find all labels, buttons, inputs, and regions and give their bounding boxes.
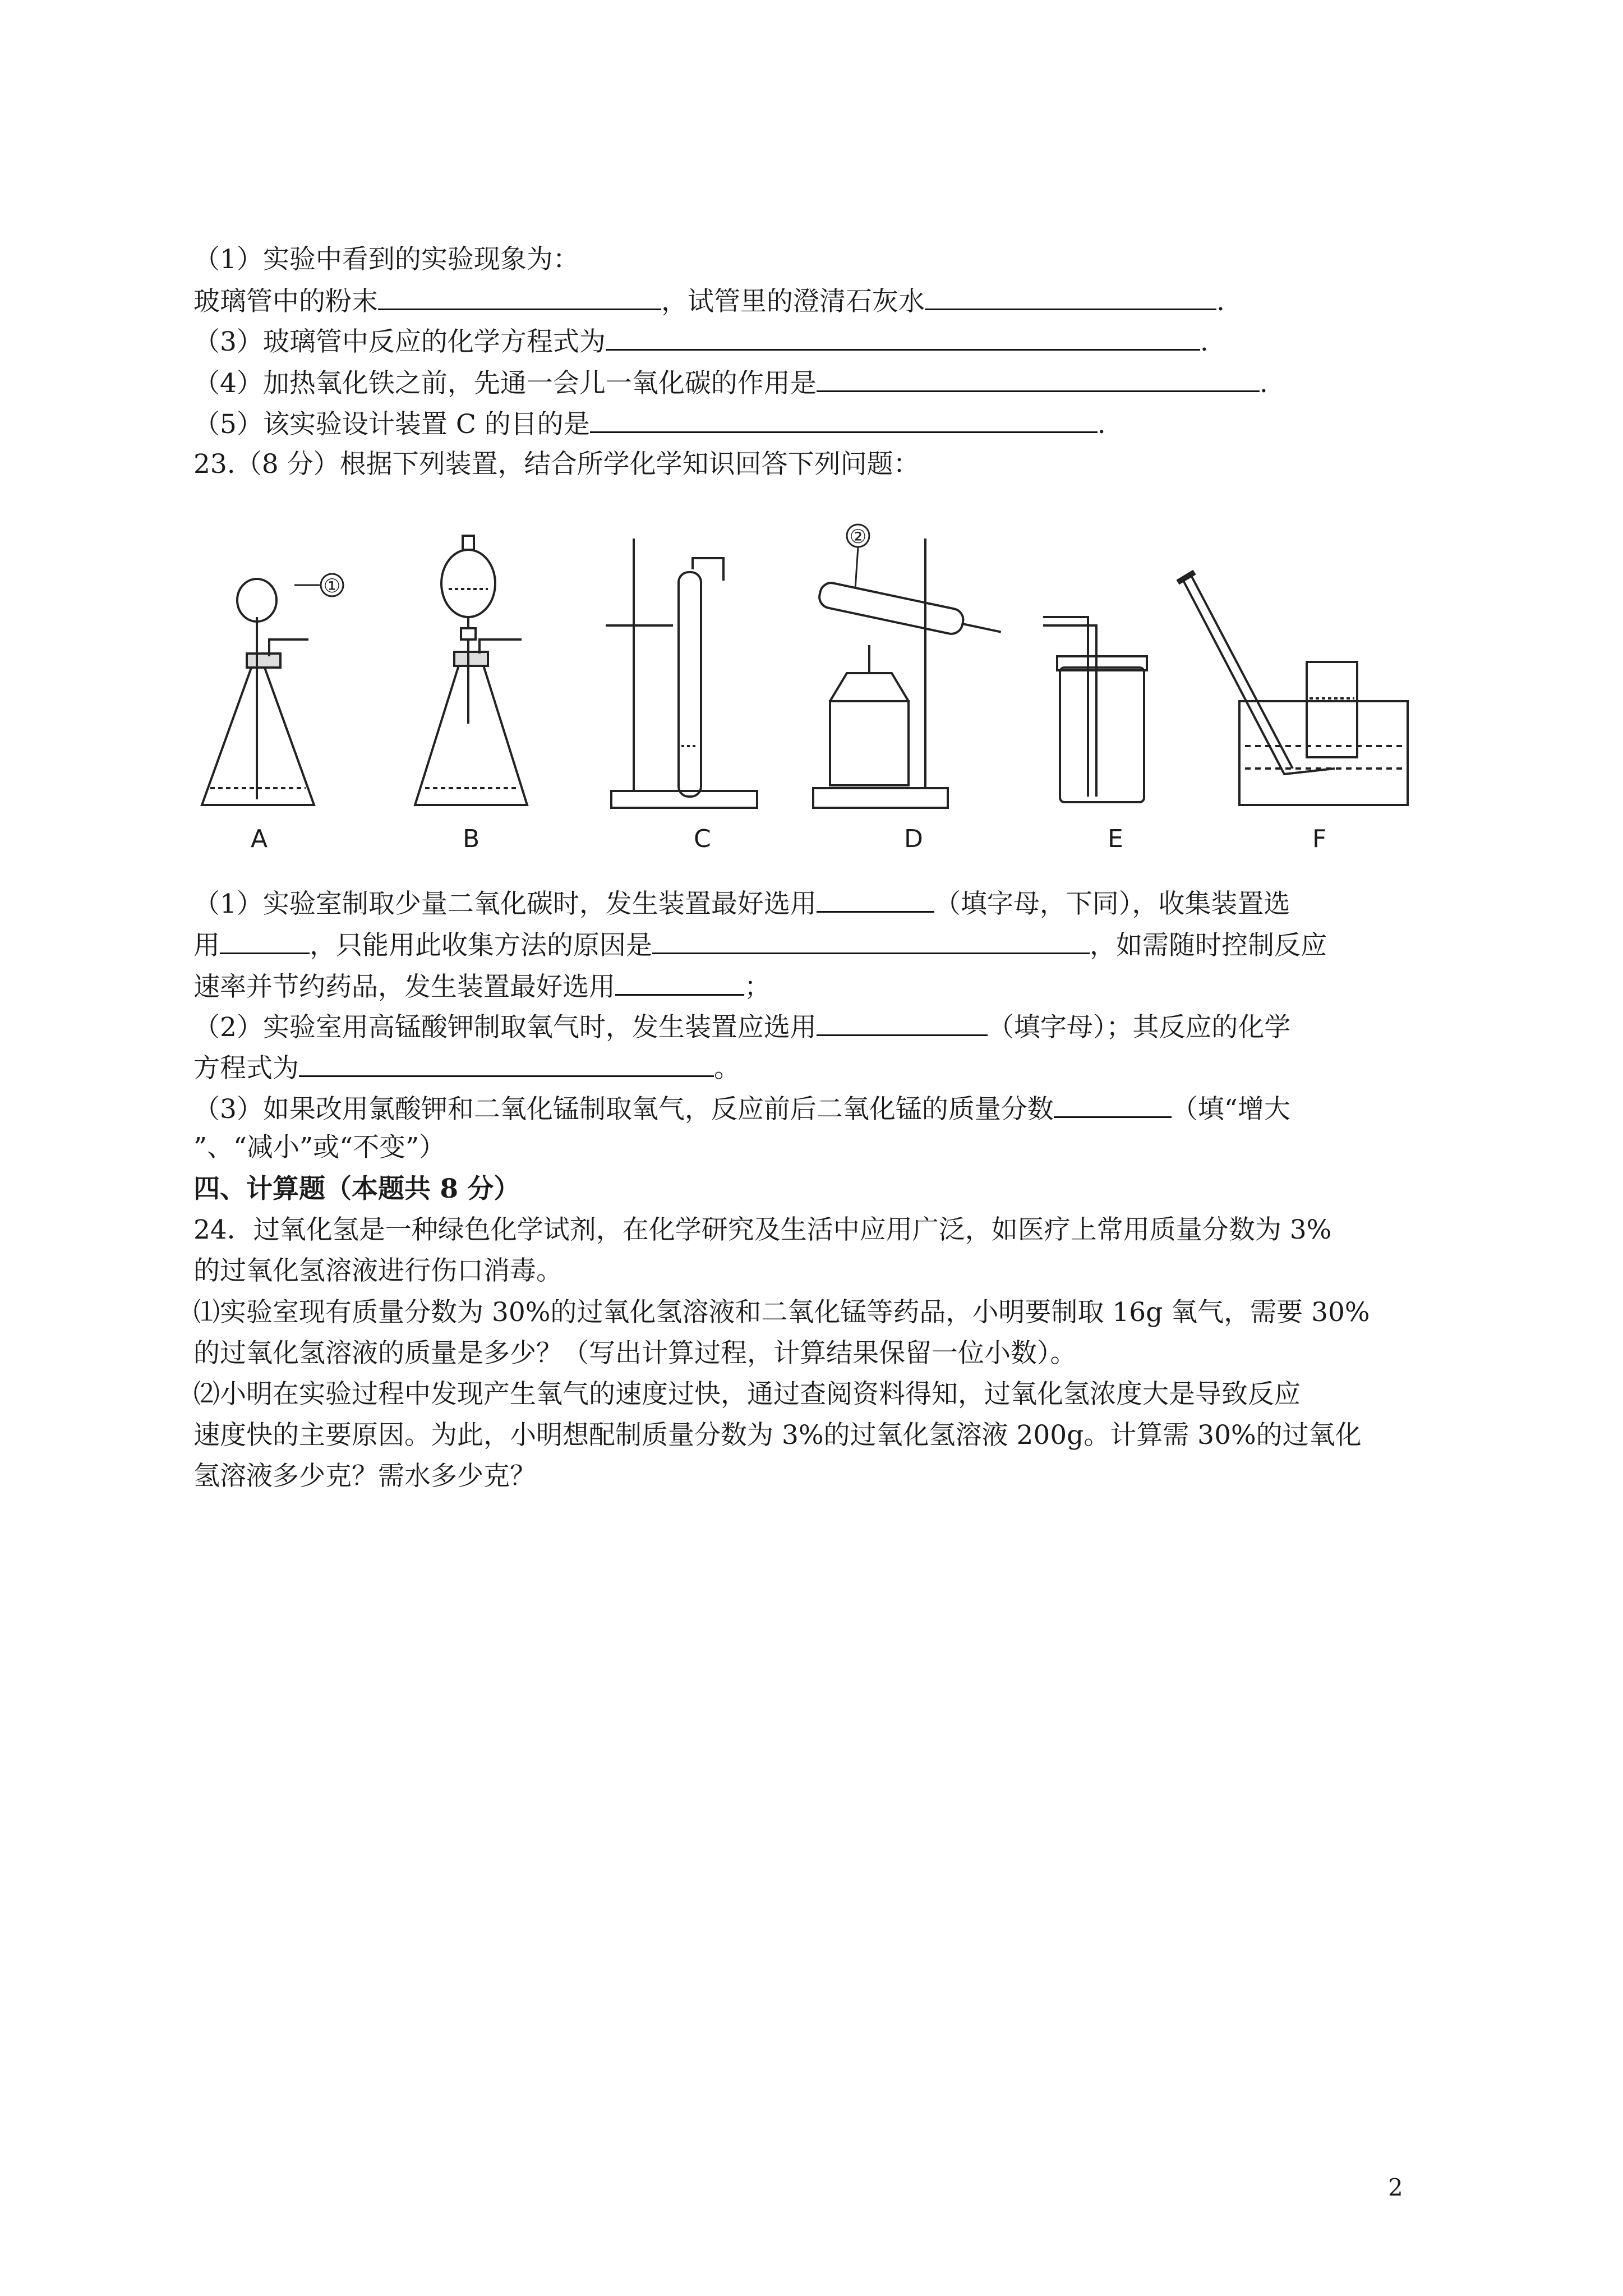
end-dot: . — [1200, 326, 1209, 357]
q23-p1-text-f: 速率并节约药品，发生装置最好选用 — [193, 972, 615, 1002]
answer-blank-collect-reason[interactable] — [652, 928, 1090, 954]
q23-title: 23.（8 分）根据下列装置，结合所学化学知识回答下列问题： — [193, 449, 920, 480]
apparatus-label-b: B — [463, 825, 480, 853]
q24-line1: 24．过氧化氢是一种绿色化学试剂，在化学研究及生活中应用广泛，如医疗上常用质量分数为 3% — [193, 1214, 1332, 1245]
apparatus-a — [202, 574, 343, 805]
q23-p1-text-a: （1）实验室制取少量二氧化碳时，发生装置最好选用 — [193, 889, 817, 919]
apparatus-label-a: A — [251, 825, 268, 853]
q23-p2-text-a: （2）实验室用高锰酸钾制取氧气时，发生装置应选用 — [193, 1012, 817, 1043]
answer-blank-limewater[interactable] — [925, 284, 1216, 310]
apparatus-label-c: C — [694, 825, 711, 853]
q23-p3-text-a: （3）如果改用氯酸钾和二氧化锰制取氧气，反应前后二氧化锰的质量分数 — [193, 1094, 1054, 1125]
q23-part3-line2: ”、“减小”或“不变”） — [193, 1132, 446, 1163]
answer-blank-co2-collector[interactable] — [220, 928, 310, 954]
q23-p2-text-c: 方程式为 — [193, 1053, 299, 1084]
answer-blank-purpose[interactable] — [817, 366, 1260, 392]
q23-part1-line1 — [193, 886, 1290, 921]
q24-line4: 的过氧化氢溶液的质量是多少？（写出计算过程，计算结果保留一位小数）。 — [193, 1338, 1077, 1369]
q22-part3 — [193, 324, 1209, 359]
q23-p1-text-e: ，如需随时控制反应 — [1090, 930, 1327, 961]
q23-part2-line1 — [193, 1010, 1290, 1045]
end-dot: . — [1216, 286, 1225, 317]
q24-line2: 的过氧化氢溶液进行伤口消毒。 — [193, 1255, 562, 1286]
apparatus-label-d: D — [904, 825, 923, 853]
q24-line3: ⑴实验室现有质量分数为 30%的过氧化氢溶液和二氧化锰等药品，小明要制取 16g 氧气，需要 30% — [193, 1297, 1370, 1328]
q23-p1-text-g: ； — [744, 972, 771, 1002]
q24-line6: 速度快的主要原因。为此，小明想配制质量分数为 3%的过氧化氢溶液 200g。计算需 30%的过氧化 — [193, 1420, 1362, 1451]
section4-title: 四、计算题（本题共 8 分） — [193, 1174, 520, 1204]
end-dot: . — [1259, 368, 1268, 399]
marker-2-text: ② — [849, 526, 867, 548]
q22-part5 — [193, 407, 1106, 441]
apparatus-e — [1043, 617, 1147, 802]
q23-p2-text-d: 。 — [714, 1053, 740, 1084]
q23-part1-line3 — [193, 969, 771, 1004]
q24-line5: ⑵小明在实验过程中发现产生氧气的速度过快，通过查阅资料得知，过氧化氢浓度大是导致反应 — [193, 1379, 1301, 1410]
apparatus-d — [813, 524, 1004, 808]
apparatus-b — [415, 536, 527, 805]
q22-part3-text: （3）玻璃管中反应的化学方程式为 — [193, 326, 606, 357]
apparatus-f — [1178, 572, 1408, 805]
apparatus-figure — [185, 505, 1419, 864]
apparatus-c — [606, 539, 757, 808]
answer-blank-control-rate[interactable] — [615, 969, 744, 996]
q23-part1-line2 — [193, 928, 1327, 963]
q22-part4 — [193, 366, 1268, 401]
q23-p2-text-b: （填字母）；其反应的化学 — [987, 1012, 1291, 1043]
q23-part2-line2 — [193, 1051, 740, 1085]
end-dot: . — [1097, 409, 1106, 440]
answer-blank-powder[interactable] — [378, 284, 661, 310]
apparatus-label-e: E — [1108, 825, 1123, 853]
page-number: 2 — [1388, 2174, 1403, 2201]
answer-blank-kmno4-generator[interactable] — [817, 1010, 988, 1036]
q24-line7: 氢溶液多少克？需水多少克？ — [193, 1461, 536, 1492]
q22-part1-label-b: ，试管里的澄清石灰水 — [661, 286, 925, 317]
q23-p1-text-d: ，只能用此收集方法的原因是 — [310, 930, 652, 961]
q22-part5-text: （5）该实验设计装置 C 的目的是 — [193, 409, 590, 440]
marker-1-text: ① — [323, 575, 341, 597]
apparatus-label-f: F — [1312, 825, 1327, 853]
q22-part1-answer-line — [193, 284, 1225, 319]
answer-blank-equation[interactable] — [606, 324, 1200, 351]
answer-blank-kmno4-equation[interactable] — [299, 1051, 714, 1077]
q23-p1-text-c: 用 — [193, 930, 220, 961]
answer-blank-co2-generator[interactable] — [817, 886, 934, 913]
q23-part3-line1 — [193, 1092, 1290, 1126]
q22-part1-label-a: 玻璃管中的粉末 — [193, 286, 378, 317]
q22-part1-intro: （1）实验中看到的实验现象为： — [193, 244, 579, 275]
q22-part4-text: （4）加热氧化铁之前，先通一会儿一氧化碳的作用是 — [193, 368, 817, 399]
q23-p3-text-b: （填“增大 — [1171, 1094, 1290, 1125]
answer-blank-mno2-fraction[interactable] — [1054, 1092, 1172, 1118]
q23-p1-text-b: （填字母，下同），收集装置选 — [934, 889, 1290, 919]
answer-blank-device-c[interactable] — [590, 407, 1098, 433]
